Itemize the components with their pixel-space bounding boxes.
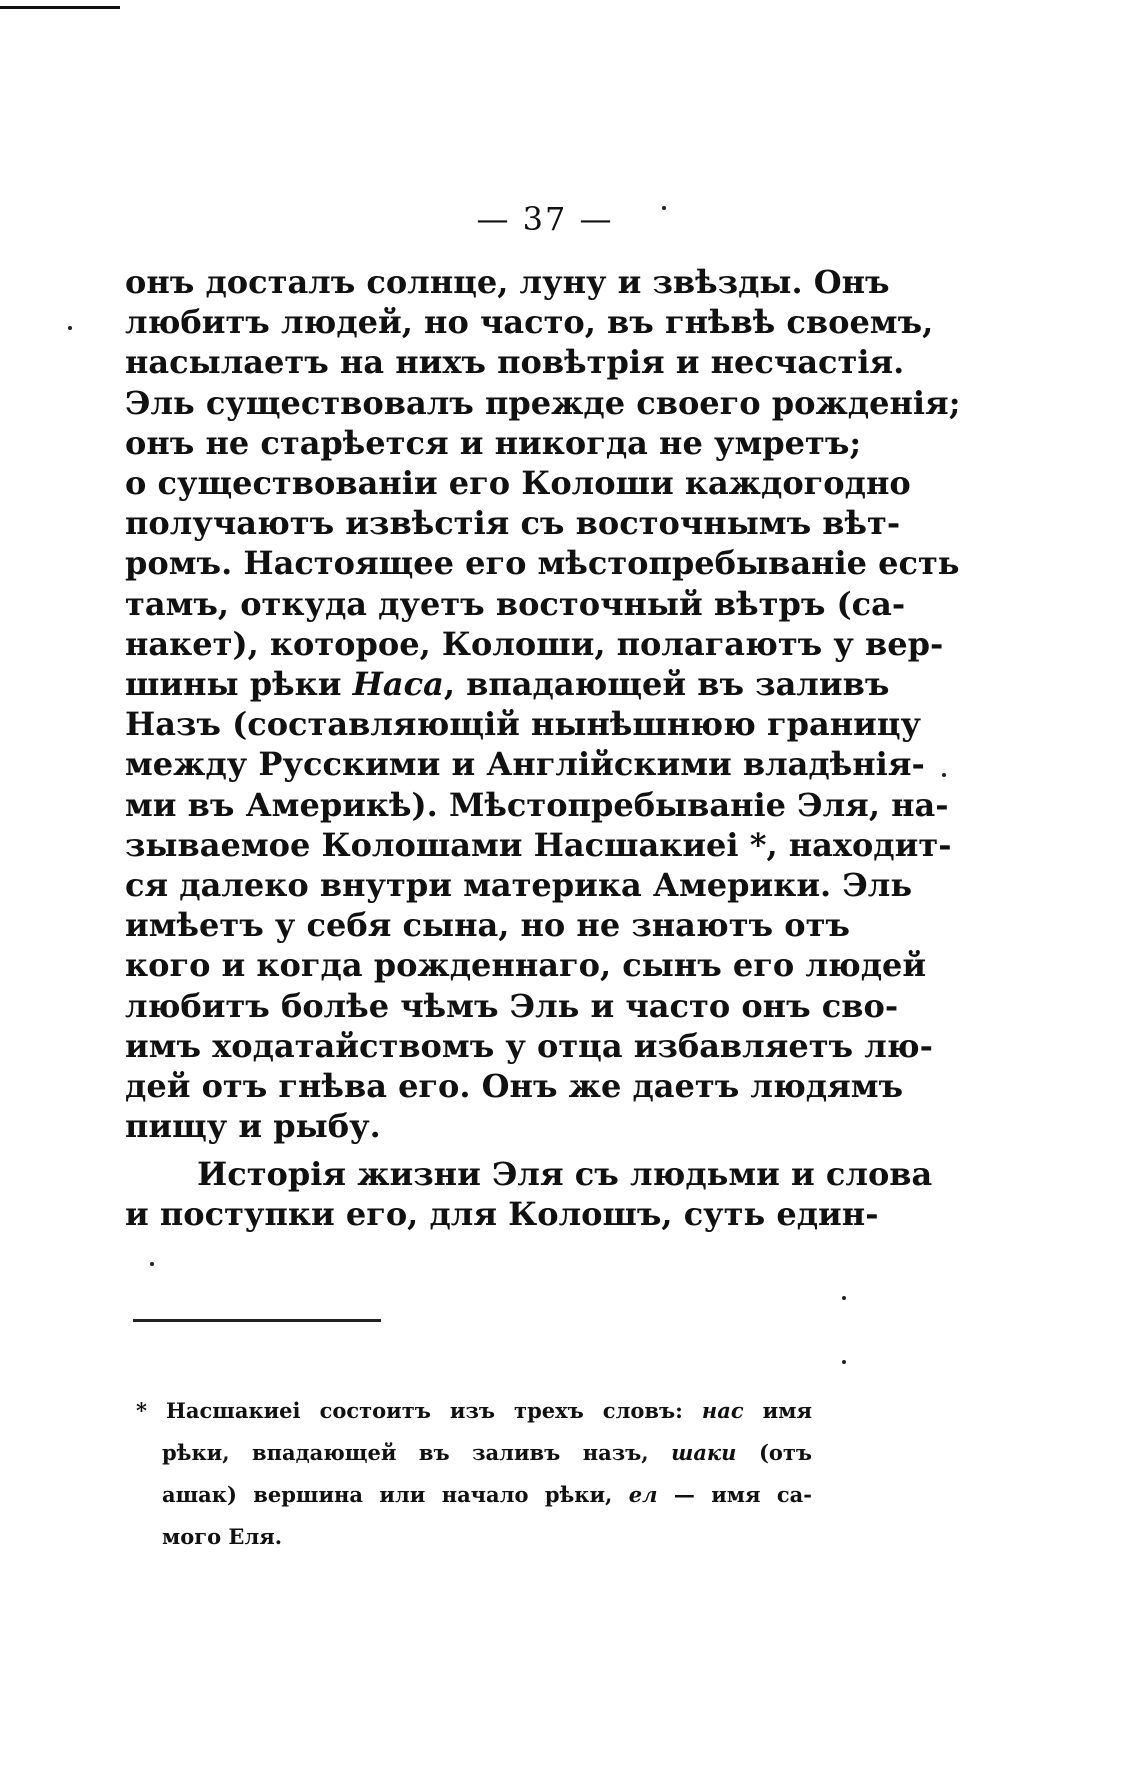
text-line: Эль существовалъ прежде своего рожденія; xyxy=(125,383,961,422)
text-segment: , впадающей въ заливъ xyxy=(443,665,890,704)
text-line: зываемое Колошами Насшакиеі *, находит- xyxy=(125,825,952,864)
footnote-rule xyxy=(133,1319,381,1322)
text-line: пищу и рыбу. xyxy=(125,1107,381,1146)
text-line: Исторія жизни Эля съ людьми и слова xyxy=(197,1155,933,1193)
text-line: онъ не старѣется и никогда не умретъ; xyxy=(125,423,862,462)
page-speck xyxy=(68,326,72,330)
footnote-line xyxy=(140,1432,812,1474)
text-line: получаютъ извѣстія съ восточнымъ вѣт- xyxy=(125,504,901,543)
text-line: любитъ людей, но часто, въ гнѣвѣ своемъ, xyxy=(125,303,934,342)
footnote-segment: имя xyxy=(762,1398,813,1423)
text-line: накет), которое, Колоши, полагаютъ у вер- xyxy=(125,624,944,663)
top-rule xyxy=(0,6,120,9)
text-line: Назъ (составляющій нынѣшнюю границу xyxy=(125,705,921,744)
footnote-segment: * Насшакиеі состоитъ изъ трехъ словъ: xyxy=(136,1398,683,1423)
page-speck xyxy=(150,1262,154,1266)
page-speck xyxy=(842,1296,846,1300)
footnote-italic: шаки xyxy=(671,1440,737,1465)
page-number: — 37 — xyxy=(476,200,614,238)
footnote-segment: рѣки, впадающей въ заливъ назъ, xyxy=(162,1440,649,1465)
footnote-segment: (отъ xyxy=(758,1440,813,1465)
page-speck xyxy=(942,773,946,777)
text-line: имъ ходатайствомъ у отца избавляетъ лю- xyxy=(125,1026,933,1065)
text-line: имѣетъ у себя сына, но не знаютъ отъ xyxy=(125,906,850,945)
text-line: ромъ. Настоящее его мѣстопребываніе есть xyxy=(125,544,960,583)
footnote-line: мого Еля. xyxy=(162,1524,283,1549)
footnote-segment: ашак) вершина или начало рѣки, xyxy=(162,1482,613,1507)
text-line: онъ досталъ солнце, луну и звѣзды. Онъ xyxy=(125,263,890,301)
text-segment: шины рѣки xyxy=(125,665,342,704)
main-paragraph xyxy=(125,262,961,1146)
page-speck xyxy=(662,206,666,210)
text-line: ся далеко внутри материка Америки. Эль xyxy=(125,866,913,905)
text-line xyxy=(125,664,890,704)
text-line: кого и когда рожденнаго, сынъ его людей xyxy=(125,946,927,985)
text-line: и поступки его, для Колошъ, суть един- xyxy=(125,1195,879,1234)
footnote xyxy=(136,1390,813,1558)
footnote-segment: — имя са- xyxy=(673,1482,813,1507)
text-line: насылаетъ на нихъ повѣтрія и несчастія. xyxy=(125,343,905,382)
text-line: тамъ, откуда дуетъ восточный вѣтръ (са- xyxy=(125,584,906,623)
footnote-italic: ел xyxy=(628,1482,658,1507)
text-line: дей отъ гнѣва его. Онъ же даетъ людямъ xyxy=(125,1067,904,1106)
text-line: о существованіи его Колоши каждогодно xyxy=(125,464,911,503)
footnote-line xyxy=(140,1474,812,1516)
river-name-italic: Наса xyxy=(352,665,444,704)
page-speck xyxy=(842,1360,846,1364)
second-paragraph xyxy=(125,1154,933,1234)
text-line: ми въ Америкѣ). Мѣстопребываніе Эля, на- xyxy=(125,785,949,824)
footnote-italic: нас xyxy=(701,1398,744,1423)
text-line: любитъ болѣе чѣмъ Эль и часто онъ сво- xyxy=(125,986,899,1025)
footnote-line xyxy=(136,1390,812,1432)
text-line: между Русскими и Англійскими владѣнія- xyxy=(125,745,925,784)
